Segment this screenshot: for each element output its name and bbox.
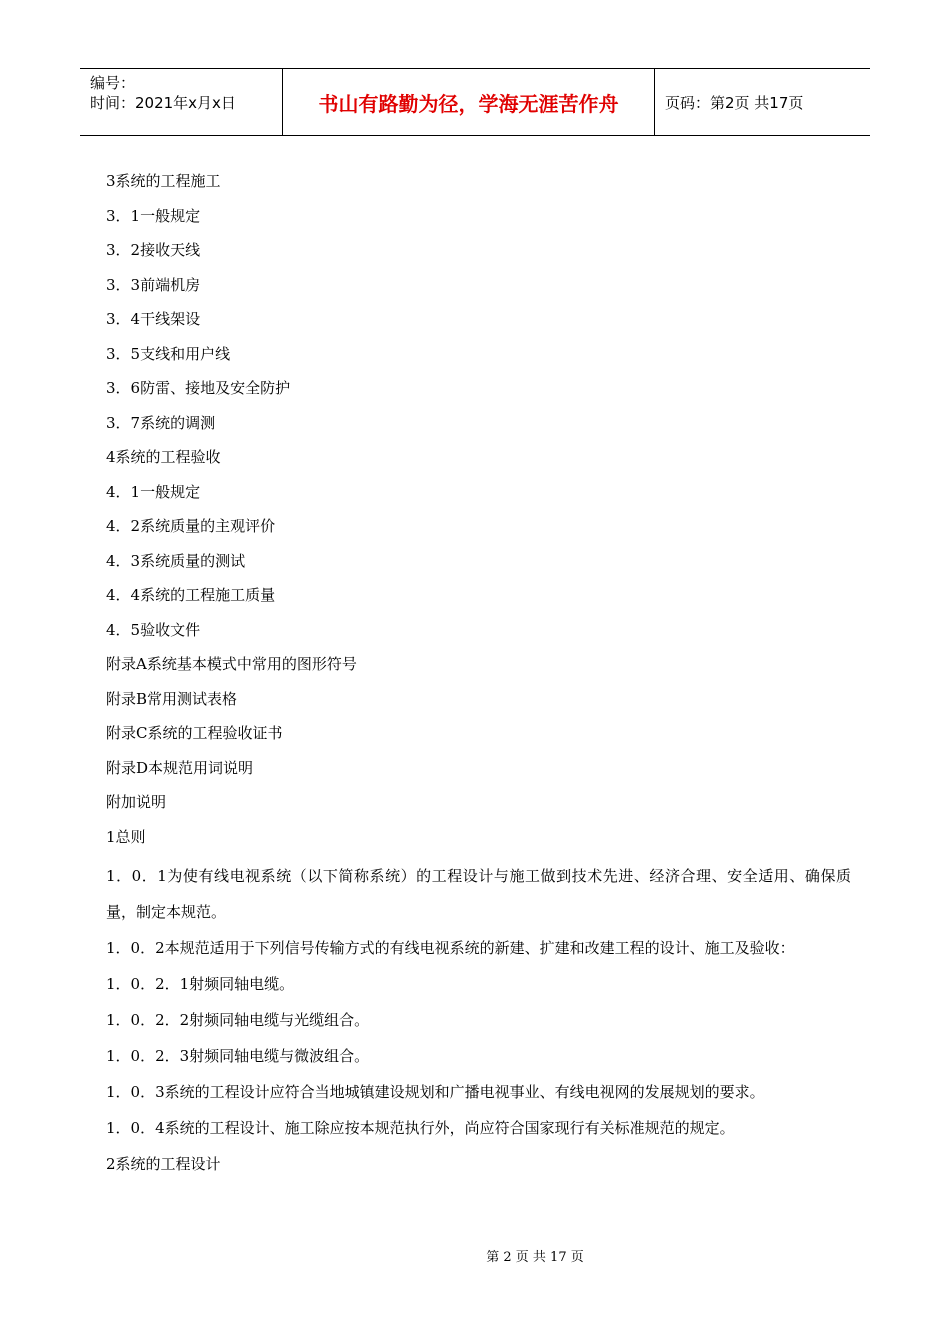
toc-line: 4系统的工程验收 — [106, 448, 221, 466]
toc-line: 3．2接收天线 — [106, 241, 201, 259]
header-meta — [80, 69, 282, 135]
toc-line: 3．3前端机房 — [106, 275, 201, 294]
toc-line: 3系统的工程施工 — [106, 172, 221, 190]
paragraph: 1．0．2．3射频同轴电缆与微波组合。 — [106, 1047, 370, 1065]
toc-line: 附录B常用测试表格 — [106, 689, 238, 708]
paragraph: 1．0．3系统的工程设计应符合当地城镇建设规划和广播电视事业、有线电视网的发展规划的要求。 — [106, 1083, 765, 1101]
toc-line: 4．2系统质量的主观评价 — [106, 517, 276, 535]
toc-line: 4．5验收文件 — [106, 620, 201, 639]
toc-line: 附录D本规范用词说明 — [106, 758, 254, 777]
document-number-label: 编号： — [90, 74, 136, 92]
toc-line: 3．4干线架设 — [106, 310, 201, 328]
paragraph: 1．0．2．2射频同轴电缆与光缆组合。 — [106, 1011, 370, 1029]
document-body — [106, 168, 851, 1182]
paragraph: 1．0．2本规范适用于下列信号传输方式的有线电视系统的新建、扩建和改建工程的设计、施工及验收： — [106, 939, 795, 957]
toc-line: 3．5支线和用户线 — [106, 344, 231, 363]
toc-line: 4．1一般规定 — [106, 482, 201, 501]
paragraph: 1．0．1为使有线电视系统（以下简称系统）的工程设计与施工做到技术先进、经济合理、安全适用、确保质量，制定本规范。 — [106, 867, 851, 921]
toc-line: 4．3系统质量的测试 — [106, 551, 246, 570]
toc-line: 3．1一般规定 — [106, 206, 201, 225]
page-header — [80, 68, 870, 136]
header-page-label: 页码：第2页 共17页 — [665, 93, 804, 112]
toc-line: 3．7系统的调测 — [106, 413, 216, 432]
section-heading: 1总则 — [106, 827, 146, 846]
toc-line: 附加说明 — [106, 793, 167, 811]
page-footer: 第 2 页 共 17 页 — [486, 1250, 584, 1265]
paragraph: 1．0．2．1射频同轴电缆。 — [106, 975, 295, 993]
header-motto: 书山有路勤为径，学海无涯苦作舟 — [282, 69, 655, 135]
section-heading: 2系统的工程设计 — [106, 1155, 221, 1173]
toc-line: 4．4系统的工程施工质量 — [106, 586, 276, 604]
toc-line: 3．6防雷、接地及安全防护 — [106, 379, 291, 397]
toc-line: 附录A系统基本模式中常用的图形符号 — [106, 655, 357, 673]
toc-line: 附录C系统的工程验收证书 — [106, 724, 283, 742]
paragraph: 1．0．4系统的工程设计、施工除应按本规范执行外，尚应符合国家现行有关标准规范的规定。 — [106, 1119, 735, 1137]
document-time-label: 时间：2021年x月x日 — [90, 94, 236, 112]
